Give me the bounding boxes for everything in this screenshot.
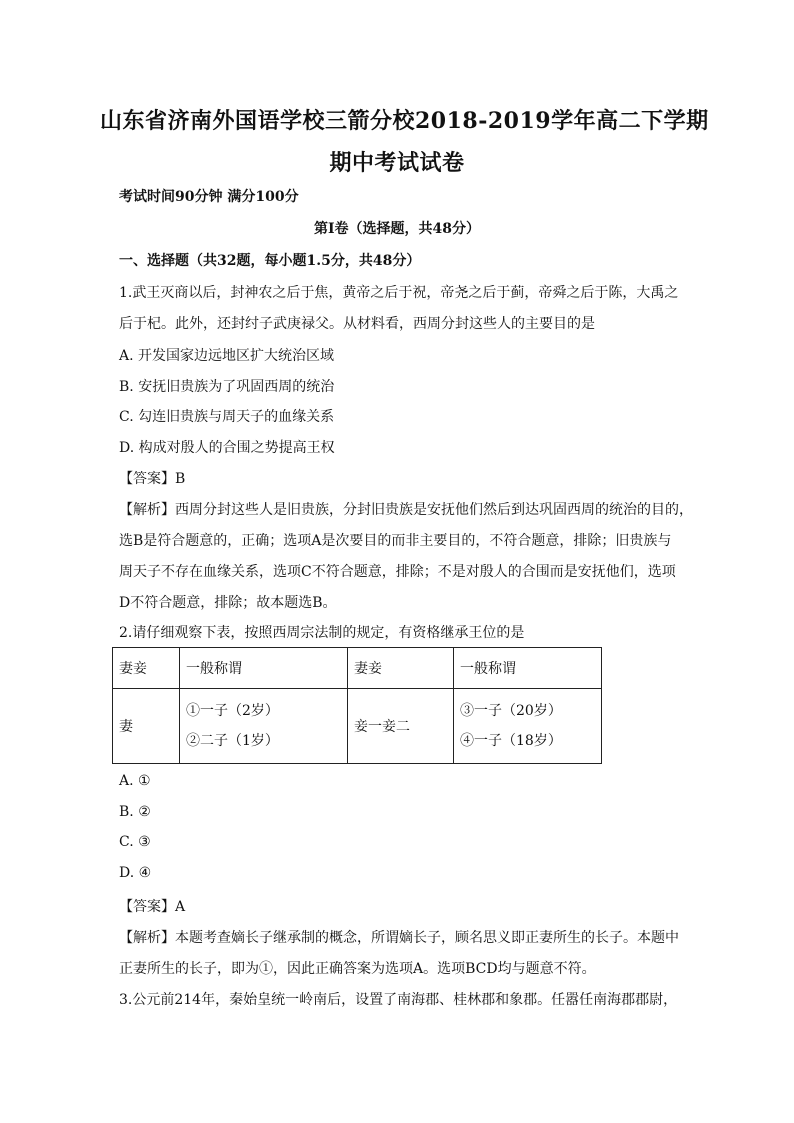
- part-title: 一、选择题（共32题，每小题1.5分，共48分）: [119, 253, 421, 269]
- q1-stem-line1: 1.武王灭商以后，封神农之后于焦，黄帝之后于祝，帝尧之后于蓟，帝舜之后于陈，大禹之: [119, 285, 679, 301]
- q1-option-d: D. 构成对殷人的合围之势提高王权: [119, 440, 335, 456]
- q2-analysis-line2: 正妻所生的长子，即为①，因此正确答案为选项A。选项BCD均与题意不符。: [119, 961, 596, 977]
- child-option-4: ④一子（18岁）: [460, 733, 562, 749]
- table-cell: 妻: [113, 689, 180, 764]
- table-header-cell: 一般称谓: [180, 648, 348, 689]
- q1-option-c: C. 勾连旧贵族与周天子的血缘关系: [119, 409, 335, 425]
- doc-title-line2: 期中考试试卷: [329, 150, 465, 176]
- table-header-row: [113, 648, 602, 689]
- q2-option-b: B. ②: [119, 804, 151, 820]
- doc-title-line1: 山东省济南外国语学校三箭分校2018-2019学年高二下学期: [100, 108, 709, 134]
- q2-option-c: C. ③: [119, 834, 151, 850]
- table-row: [113, 689, 602, 764]
- q1-analysis-line2: 选B是符合题意的，正确；选项A是次要目的而非主要目的，不符合题意，排除；旧贵族与: [119, 533, 672, 549]
- q3-stem-line1: 3.公元前214年，秦始皇统一岭南后，设置了南海郡、桂林郡和象郡。任嚣任南海郡郡尉，: [119, 992, 678, 1008]
- table-cell: [454, 689, 602, 764]
- table-header-cell: 一般称谓: [454, 648, 602, 689]
- child-option-2: ②二子（1岁）: [186, 733, 279, 749]
- table-header-cell: 妻妾: [348, 648, 454, 689]
- table-cell: 妾一妾二: [348, 689, 454, 764]
- exam-info: 考试时间90分钟 满分100分: [119, 189, 299, 205]
- q2-option-d: D. ④: [119, 865, 152, 881]
- q1-analysis-line3: 周天子不存在血缘关系，选项C不符合题意，排除；不是对殷人的合围而是安抚他们，选项: [119, 564, 676, 580]
- q2-answer: 【答案】A: [119, 899, 186, 915]
- q1-option-a: A. 开发国家边远地区扩大统治区域: [119, 348, 335, 364]
- q1-stem-line2: 后于杞。此外，还封纣子武庚禄父。从材料看，西周分封这些人的主要目的是: [119, 316, 595, 332]
- child-option-3: ③一子（20岁）: [460, 703, 562, 719]
- q1-option-b: B. 安抚旧贵族为了巩固西周的统治: [119, 379, 335, 395]
- table-cell: [180, 689, 348, 764]
- child-option-1: ①一子（2岁）: [186, 703, 279, 719]
- q1-analysis-line4: D不符合题意，排除；故本题选B。: [119, 595, 337, 611]
- q2-analysis-line1: 【解析】本题考查嫡长子继承制的概念，所谓嫡长子，顾名思义即正妻所生的长子。本题中: [119, 930, 679, 946]
- q2-table: [112, 647, 602, 764]
- section-title: 第Ⅰ卷（选择题，共48分）: [313, 221, 481, 237]
- q1-answer: 【答案】B: [119, 471, 186, 487]
- q2-option-a: A. ①: [119, 773, 151, 789]
- q1-analysis-line1: 【解析】西周分封这些人是旧贵族，分封旧贵族是安抚他们然后到达巩固西周的统治的目的，: [119, 502, 693, 518]
- table-header-cell: 妻妾: [113, 648, 180, 689]
- q2-stem: 2.请仔细观察下表，按照西周宗法制的规定，有资格继承王位的是: [119, 625, 525, 641]
